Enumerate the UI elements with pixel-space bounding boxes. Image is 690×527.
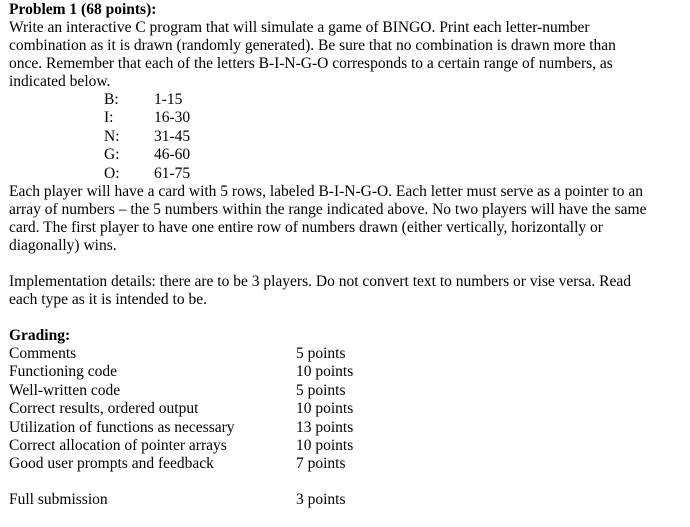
range-row	[9, 146, 677, 164]
full-submission-label: Full submission	[9, 490, 108, 508]
intro-line: combination as it is drawn (randomly generated). Be sure that no combination is drawn more than	[9, 37, 616, 54]
range-row	[9, 109, 677, 127]
grading-label: Good user prompts and feedback	[9, 455, 214, 473]
intro-line: Write an interactive C program that will simulate a game of BINGO. Print each letter-number	[9, 19, 590, 36]
grading-label: Correct allocation of pointer arrays	[9, 436, 227, 454]
grading-row	[9, 363, 677, 381]
card-line: diagonally) wins.	[9, 236, 117, 254]
bingo-range-list	[9, 91, 677, 183]
card-line: array of numbers – the 5 numbers within the range indicated above. No two players will have the same	[9, 200, 647, 218]
intro-paragraph	[9, 19, 677, 91]
range-letter: G:	[104, 146, 120, 164]
grading-points: 5 points	[296, 381, 346, 399]
grading-points: 5 points	[296, 344, 346, 362]
range-letter: O:	[104, 164, 120, 182]
grading-row	[9, 455, 677, 473]
card-line: Each player will have a card with 5 rows, labeled B-I-N-G-O. Each letter must serve as a pointer to an	[9, 182, 643, 200]
grading-title: Grading:	[9, 326, 71, 344]
range-row	[9, 128, 677, 146]
grading-row	[9, 419, 677, 437]
grading-label: Correct results, ordered output	[9, 400, 199, 418]
range-values: 16-30	[154, 109, 191, 127]
intro-line: once. Remember that each of the letters B-I-N-G-O corresponds to a certain range of numbers, as	[9, 55, 613, 72]
grading-label: Functioning code	[9, 363, 118, 381]
intro-line: indicated below.	[9, 73, 111, 90]
grading-label: Comments	[9, 344, 77, 362]
implementation-paragraph	[9, 273, 677, 309]
grading-points: 7 points	[296, 455, 346, 473]
range-values: 31-45	[154, 127, 191, 145]
grading-label: Well-written code	[9, 381, 121, 399]
range-row	[9, 165, 677, 183]
range-letter: B:	[104, 91, 119, 108]
grading-list	[9, 345, 677, 474]
range-values: 1-15	[154, 91, 183, 108]
grading-row	[9, 382, 677, 400]
implementation-line: Implementation details: there are to be 3 players. Do not convert text to numbers or vise versa. Read	[9, 272, 631, 290]
grading-label: Utilization of functions as necessary	[9, 418, 235, 436]
grading-points: 10 points	[296, 363, 354, 381]
grading-row	[9, 345, 677, 363]
range-letter: I:	[104, 109, 114, 127]
implementation-line: each type as it is intended to be.	[9, 290, 207, 308]
grading-row	[9, 400, 677, 418]
document-body	[9, 0, 677, 509]
full-submission-row	[9, 491, 677, 509]
full-submission-points: 3 points	[296, 490, 346, 508]
range-row	[9, 91, 677, 109]
problem-title: Problem 1 (68 points):	[9, 1, 157, 18]
grading-points: 10 points	[296, 436, 354, 454]
card-paragraph	[9, 183, 677, 255]
range-values: 61-75	[154, 164, 191, 182]
range-values: 46-60	[154, 146, 191, 164]
grading-row	[9, 437, 677, 455]
grading-points: 13 points	[296, 418, 354, 436]
range-letter: N:	[104, 127, 120, 145]
grading-points: 10 points	[296, 400, 354, 418]
card-line: card. The first player to have one entire row of numbers drawn (either vertically, horizontally or	[9, 218, 603, 236]
